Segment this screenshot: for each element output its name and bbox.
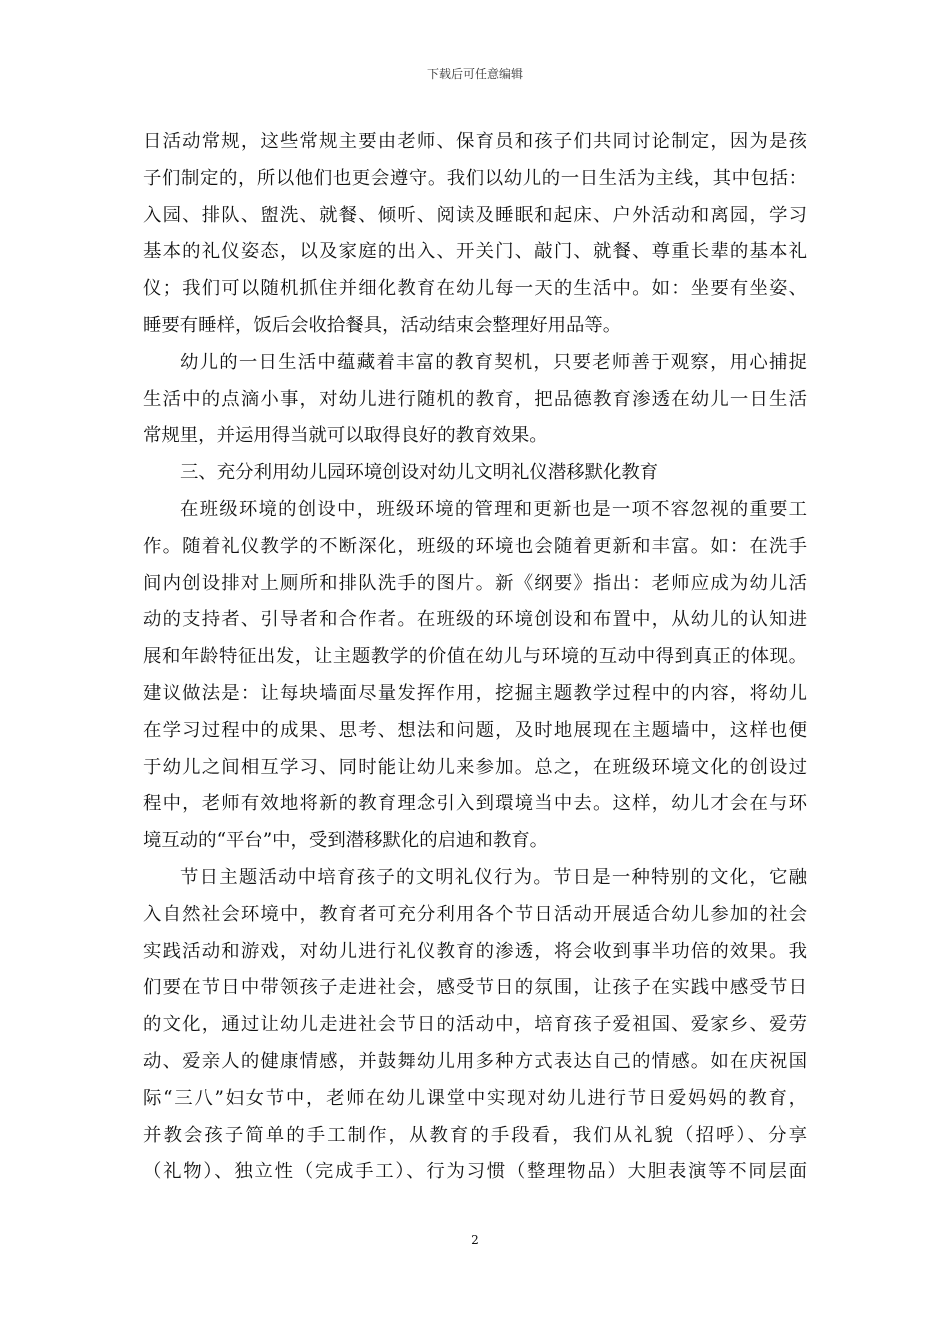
text-line: 们要在节日中带领孩子走进社会，感受节日的氛围，让孩子在实践中感受节日 [143, 977, 807, 999]
text-line: 在班级环境的创设中，班级环境的管理和更新也是一项不容忽视的重要工 [180, 498, 807, 520]
text-line: 并教会孩子简单的手工制作，从教育的手段看，我们从礼貌（招呼）、分享 [143, 1124, 807, 1146]
text-line: 动、爱亲人的健康情感，并鼓舞幼儿用多种方式表达自己的情感。如在庆祝国 [143, 1050, 807, 1072]
text-line: 程中，老师有效地将新的教育理念引入到環境当中去。这样，幼儿才会在与环 [143, 793, 807, 815]
text-line: 动的支持者、引导者和合作者。在班级的环境创设和布置中，从幼儿的认知进 [143, 609, 807, 631]
page-number: 2 [471, 1233, 479, 1247]
paragraph [143, 492, 807, 860]
text-line: 际“三八”妇女节中，老师在幼儿课堂中实现对幼儿进行节日爱妈妈的教育， [143, 1087, 807, 1109]
paragraph [143, 860, 807, 1191]
text-line: 实践活动和游戏，对幼儿进行礼仪教育的渗透，将会收到事半功倍的效果。我 [143, 940, 807, 962]
text-line: 仪；我们可以随机抓住并细化教育在幼儿每一天的生活中。如：坐要有坐姿、 [143, 278, 807, 300]
page-header: 下载后可任意编辑 [426, 67, 523, 81]
document-body [143, 124, 807, 1191]
text-line: 的文化，通过让幼儿走进社会节日的活动中，培育孩子爱祖国、爱家乡、爱劳 [143, 1014, 807, 1036]
text-line: 睡要有睡样，饭后会收拾餐具，活动结束会整理好用品等。 [143, 314, 622, 336]
text-line: 境互动的“平台”中，受到潜移默化的启迪和教育。 [143, 830, 549, 852]
text-line: 入自然社会环境中，教育者可充分利用各个节日活动开展适合幼儿参加的社会 [143, 903, 807, 925]
section-heading [143, 455, 807, 492]
paragraph [143, 345, 807, 455]
text-line: 基本的礼仪姿态，以及家庭的出入、开关门、敲门、就餐、尊重长辈的基本礼 [143, 241, 807, 263]
text-line: （礼物）、独立性（完成手工）、行为习惯（整理物品）大胆表演等不同层面 [143, 1161, 807, 1183]
text-line: 作。随着礼仪教学的不断深化，班级的环境也会随着更新和丰富。如：在洗手 [143, 535, 807, 557]
text-line: 建议做法是：让每块墙面尽量发挥作用，挖掘主题教学过程中的内容，将幼儿 [143, 682, 807, 704]
text-line: 入园、排队、盥洗、就餐、倾听、阅读及睡眠和起床、户外活动和离园，学习 [143, 204, 807, 226]
paragraph [143, 124, 807, 345]
text-line: 生活中的点滴小事，对幼儿进行随机的教育，把品德教育渗透在幼儿一日生活 [143, 388, 807, 410]
text-line: 日活动常规，这些常规主要由老师、保育员和孩子们共同讨论制定，因为是孩 [143, 131, 807, 152]
text-line: 于幼儿之间相互学习、同时能让幼儿来参加。总之，在班级环境文化的创设过 [143, 756, 807, 778]
text-line: 子们制定的，所以他们也更会遵守。我们以幼儿的一日生活为主线，其中包括： [143, 167, 807, 189]
text-line: 间内创设排对上厕所和排队洗手的图片。新《纲要》指出：老师应成为幼儿活 [143, 572, 807, 594]
heading-text: 三、充分利用幼儿园环境创设对幼儿文明礼仪潜移默化教育 [180, 462, 659, 484]
text-line: 在学习过程中的成果、思考、想法和问题，及时地展现在主题墙中，这样也便 [143, 719, 807, 741]
text-line: 幼儿的一日生活中蕴藏着丰富的教育契机，只要老师善于观察，用心捕捉 [180, 351, 807, 373]
text-line: 常规里，并运用得当就可以取得良好的教育效果。 [143, 425, 548, 447]
text-line: 节日主题活动中培育孩子的文明礼仪行为。节日是一种特别的文化，它融 [180, 866, 807, 888]
text-line: 展和年龄特征出发，让主题教学的价值在幼儿与环境的互动中得到真正的体现。 [143, 646, 807, 668]
